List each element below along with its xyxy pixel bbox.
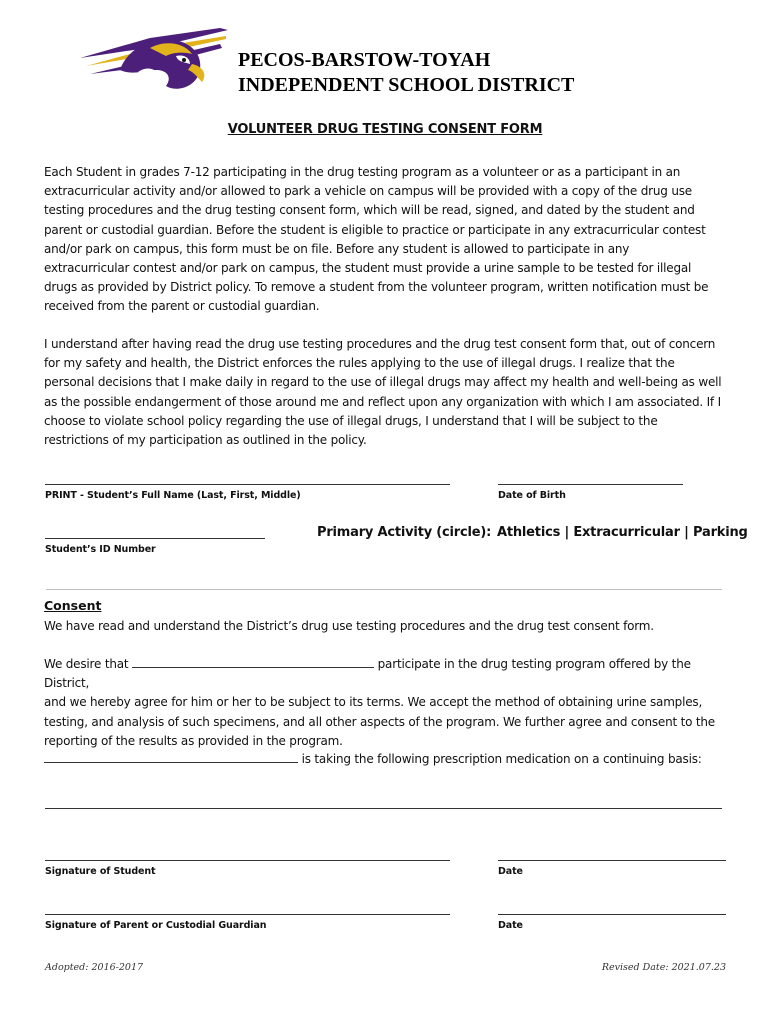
medication-field[interactable] [45,808,722,809]
parent-signature-field[interactable] [45,914,450,915]
desire-prefix: We desire that [44,657,129,671]
primary-activity-label: Primary Activity (circle): [317,525,492,540]
paragraph-line: drugs as provided by District policy. To remove a student from the volunteer program, written notification must be [44,280,709,295]
paragraph-line: Each Student in grades 7-12 participating in the drug testing program as a volunteer or as a participant in an [44,165,681,179]
medication-line [44,750,728,769]
student-name-blank[interactable] [132,655,374,668]
paragraph-line: as the possible endangerment of those around me and reflect upon any organization with which I am associated. If I [44,394,721,409]
student-date-field[interactable] [498,860,726,861]
student-id-field[interactable] [45,538,265,539]
paragraph-line: testing, and analysis of such specimens, and all other aspects of the program. We further agree and consent to the [44,714,715,729]
district-title-line-1: PECOS-BARSTOW-TOYAH [238,49,491,71]
paragraph-line: choose to violate school policy regarding the use of illegal drugs, I understand that I will be subject to the [44,413,658,428]
parent-signature-label: Signature of Parent or Custodial Guardian [45,920,267,931]
student-id-label: Student’s ID Number [45,544,156,555]
understand-paragraph [44,335,728,450]
paragraph-line: testing procedures and the drug testing consent form, which will be read, signed, and dated by the student and [44,203,695,218]
student-name-field[interactable] [45,484,450,485]
student-signature-label: Signature of Student [45,866,156,877]
district-title [238,48,574,98]
parent-date-field[interactable] [498,914,726,915]
student-name-label: PRINT - Student’s Full Name (Last, First, Middle) [45,490,301,501]
district-title-line-2: INDEPENDENT SCHOOL DISTRICT [238,74,575,96]
consent-heading: Consent [44,598,102,613]
student-signature-field[interactable] [45,860,450,861]
desire-suffix: participate in the drug testing program offered by the District, [44,657,691,691]
paragraph-line: extracurricular activity and/or allowed to park a vehicle on campus will be provided with a copy of the drug use [44,184,692,199]
form-title: VOLUNTEER DRUG TESTING CONSENT FORM [227,122,543,137]
intro-paragraph [44,163,728,317]
paragraph-line: for my safety and health, the District enforces the rules applying to the use of illegal drugs. I realize that the [44,356,675,371]
paragraph-line: parent or custodial guardian. Before the student is eligible to practice or participate in any extracurricular contest [44,222,706,237]
date-of-birth-field[interactable] [498,484,683,485]
desire-paragraph [44,655,728,751]
revised-date: Revised Date: 2021.07.23 [601,962,726,973]
paragraph-line: and/or park on campus, this form must be on file. Before any student is allowed to participate in any [44,241,630,256]
paragraph-line: reporting of the results as provided in the program. [44,733,343,748]
primary-activity-options[interactable]: Athletics | Extracurricular | Parking [497,525,748,540]
medication-statement: is taking the following prescription medication on a continuing basis: [301,752,702,766]
paragraph-line: restrictions of my participation as outlined in the policy. [44,433,367,448]
student-date-label: Date [498,866,523,877]
paragraph-line: extracurricular contest and/or park on campus, the student must provide a urine sample to be tested for illegal [44,261,692,276]
section-divider [46,589,722,590]
eagle-logo-icon [80,26,228,96]
paragraph-line: received from the parent or custodial guardian. [44,299,320,314]
medication-student-blank[interactable] [44,750,298,763]
paragraph-line: personal decisions that I make daily in regard to the use of illegal drugs may affect my health and well-being as well [44,375,722,390]
parent-date-label: Date [498,920,523,931]
date-of-birth-label: Date of Birth [498,490,566,501]
desire-line [44,655,728,693]
paragraph-line: and we hereby agree for him or her to be subject to its terms. We accept the method of obtaining urine samples, [44,695,703,710]
paragraph-line: I understand after having read the drug use testing procedures and the drug test consent form that, out of concern [44,337,716,351]
consent-statement: We have read and understand the District’s drug use testing procedures and the drug test consent form. [44,619,654,633]
adopted-date: Adopted: 2016-2017 [45,962,144,973]
